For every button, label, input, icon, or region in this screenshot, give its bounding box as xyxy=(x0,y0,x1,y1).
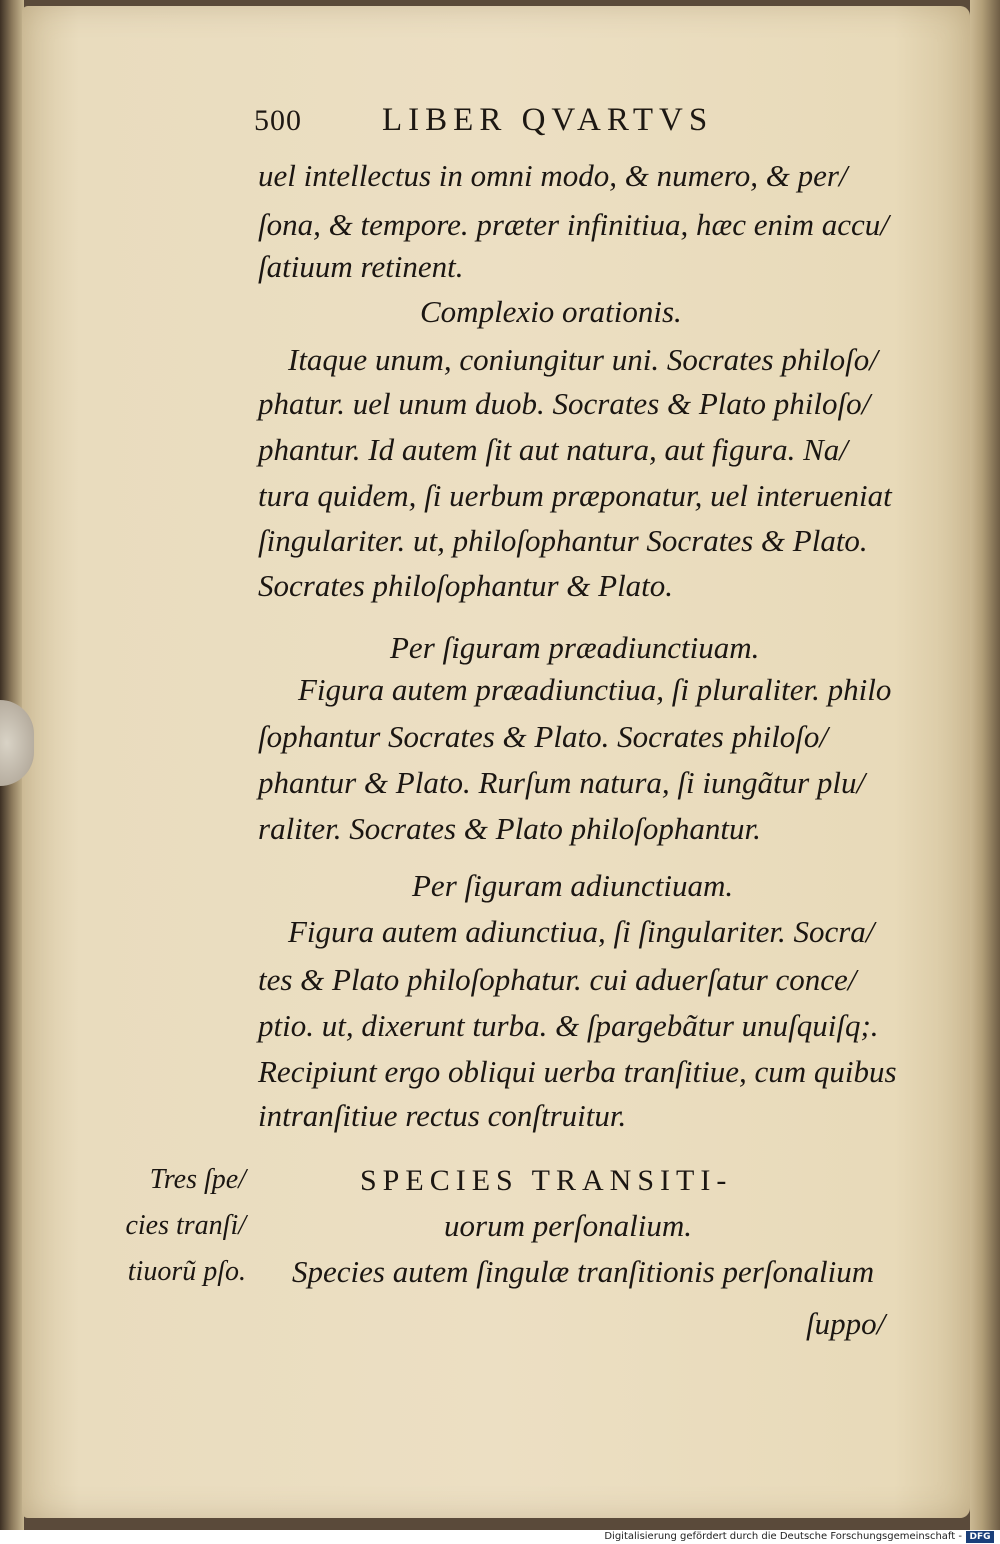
dfg-logo: DFG xyxy=(966,1531,994,1543)
margin-note: Tres ſpe/ xyxy=(149,1164,246,1195)
section-heading-caps: SPECIES TRANSITI- xyxy=(360,1164,733,1197)
page-edge xyxy=(970,0,1000,1530)
footer-bar xyxy=(0,1530,1000,1544)
section-heading: uorum perſonalium. xyxy=(444,1208,692,1243)
margin-note: cies tranſi/ xyxy=(125,1210,246,1241)
text-line: tes & Plato philoſophatur. cui aduerſatur conce/ xyxy=(258,962,857,997)
catchword: ſuppo/ xyxy=(806,1306,886,1341)
text-line: ſatiuum retinent. xyxy=(258,249,464,284)
text-line: ptio. ut, dixerunt turba. & ſpargebãtur unuſquiſq;. xyxy=(258,1008,879,1043)
text-line: ſona, & tempore. præter infinitiua, hæc enim accu/ xyxy=(258,207,889,242)
funding-credit: Digitalisierung gefördert durch die Deutsche Forschungsgemeinschaft - xyxy=(604,1531,962,1542)
margin-note: tiuorũ pſo. xyxy=(127,1256,246,1287)
section-heading: Per ſiguram adiunctiuam. xyxy=(412,868,734,903)
text-line: Socrates philoſophantur & Plato. xyxy=(258,568,674,603)
text-line: tura quidem, ſi uerbum præponatur, uel interueniat xyxy=(258,478,892,513)
text-line: uel intellectus in omni modo, & numero, & per/ xyxy=(258,158,848,193)
text-line: ſingulariter. ut, philoſophantur Socrates & Plato. xyxy=(258,523,868,558)
text-line: raliter. Socrates & Plato philoſophantur. xyxy=(258,811,761,846)
section-heading: Per ſiguram præadiunctiuam. xyxy=(390,630,760,665)
text-line: intranſitiue rectus conſtruitur. xyxy=(258,1098,627,1133)
text-line: Recipiunt ergo obliqui uerba tranſitiue, cum quibus xyxy=(258,1054,897,1089)
section-heading: Complexio orationis. xyxy=(420,294,682,329)
text-line: ſophantur Socrates & Plato. Socrates philoſo/ xyxy=(258,719,829,754)
text-line: phantur & Plato. Rurſum natura, ſi iungãtur plu/ xyxy=(258,765,866,800)
running-title: LIBER QVARTVS xyxy=(382,102,714,138)
page-header xyxy=(254,102,814,142)
text-line: phantur. Id autem ſit aut natura, aut figura. Na/ xyxy=(258,432,848,467)
text-line: Itaque unum, coniungitur uni. Socrates philoſo/ xyxy=(288,342,878,377)
text-line: Figura autem præadiunctiua, ſi pluraliter. philo xyxy=(298,672,892,707)
text-line: phatur. uel unum duob. Socrates & Plato philoſo/ xyxy=(258,386,871,421)
text-line: Species autem ſingulæ tranſitionis perſonalium xyxy=(292,1254,875,1289)
text-line: Figura autem adiunctiua, ſi ſingulariter. Socra/ xyxy=(288,914,875,949)
folio-number: 500 xyxy=(254,104,302,137)
